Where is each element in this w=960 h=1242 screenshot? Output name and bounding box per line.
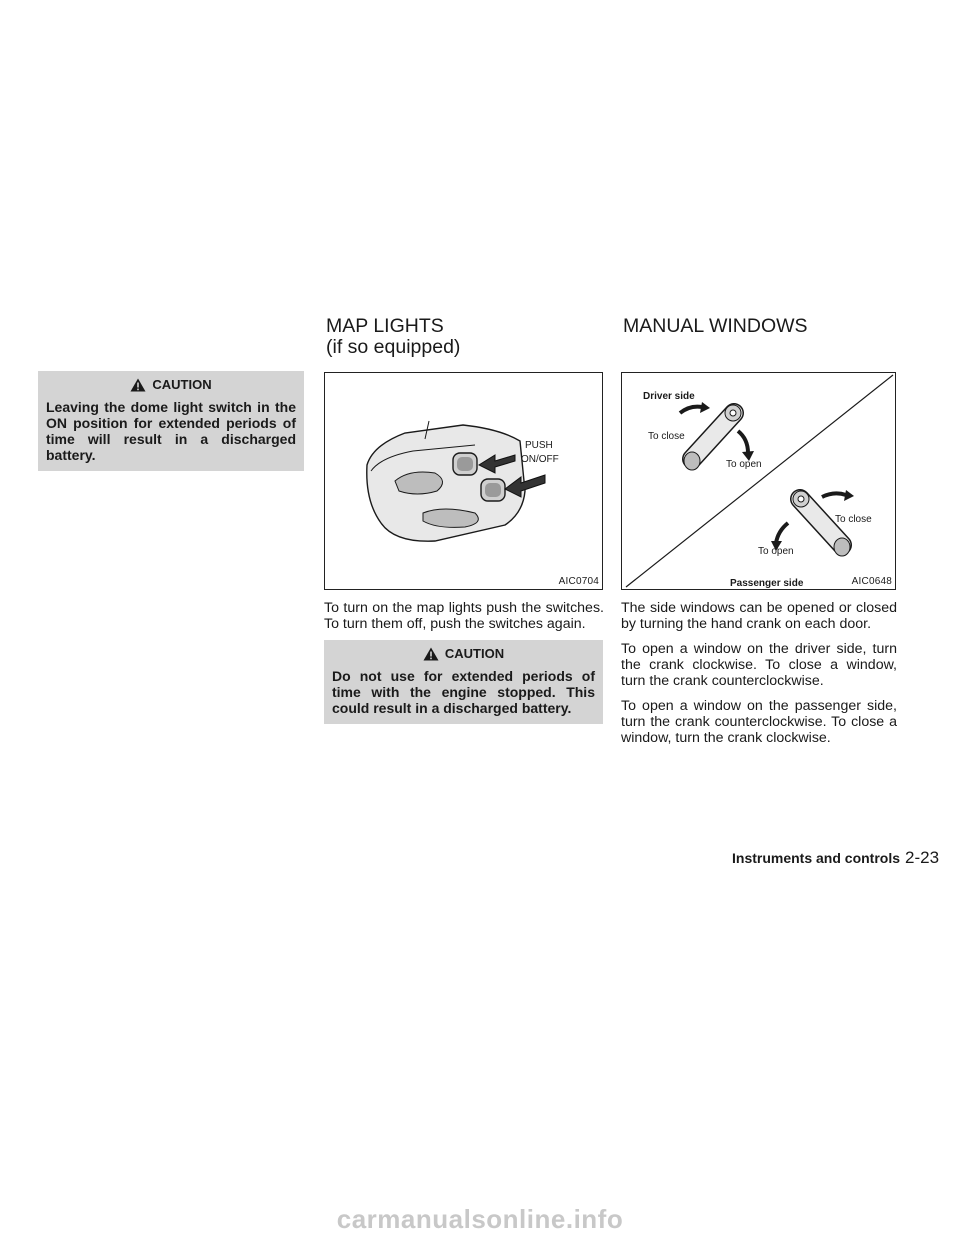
map-lights-figure (324, 372, 603, 590)
map-lights-title (326, 316, 460, 358)
caution-text: Leaving the dome light switch in the ON position for extended periods of time will result in a discharged battery. (46, 399, 296, 463)
watermark: carmanualsonline.info (336, 1204, 624, 1234)
footer-section-title: Instruments and controls (732, 850, 901, 866)
map-lights-title-line1: MAP LIGHTS (326, 315, 444, 337)
caution-heading: CAUTION (444, 646, 505, 661)
passenger-to-open-label: To open (758, 546, 794, 557)
manual-windows-paragraph-1: The side windows can be opened or closed by turning the hand crank on each door. (621, 600, 897, 632)
caution-heading: CAUTION (152, 377, 212, 392)
warning-icon (130, 378, 146, 392)
caution-header (46, 377, 296, 392)
page-number: 2-23 (905, 848, 940, 867)
warning-icon (423, 647, 439, 661)
caution-header (332, 646, 595, 661)
passenger-to-close-label: To close (835, 514, 872, 525)
page-footer (732, 848, 939, 868)
driver-to-close-label: To close (648, 431, 685, 442)
figure-code: AIC0704 (558, 576, 599, 587)
caution-text: Do not use for extended periods of time with the engine stopped. This could result in a discharged battery. (332, 668, 595, 716)
manual-windows-figure (621, 372, 896, 590)
map-light-illustration (325, 373, 602, 589)
map-lights-paragraph: To turn on the map lights push the switches. To turn them off, push the switches again. (324, 600, 604, 632)
push-label: PUSH (525, 440, 553, 451)
on-off-label: ON/OFF (521, 454, 559, 465)
manual-windows-title: MANUAL WINDOWS (623, 315, 808, 337)
manual-windows-body (621, 600, 897, 755)
driver-to-open-label: To open (726, 459, 762, 470)
map-lights-title-line2: (if so equipped) (326, 336, 461, 358)
map-lights-body (324, 600, 604, 641)
window-crank-illustration (622, 373, 895, 589)
driver-side-label: Driver side (643, 391, 695, 402)
manual-windows-paragraph-3: To open a window on the passenger side, turn the crank counterclockwise. To close a window, turn the crank clockwise. (621, 698, 897, 746)
figure-code: AIC0648 (851, 576, 892, 587)
manual-windows-paragraph-2: To open a window on the driver side, turn the crank clockwise. To close a window, turn the crank counterclockwise. (621, 641, 897, 689)
left-caution-box (38, 371, 304, 471)
passenger-side-label: Passenger side (730, 578, 804, 589)
map-lights-caution-box (324, 640, 603, 724)
